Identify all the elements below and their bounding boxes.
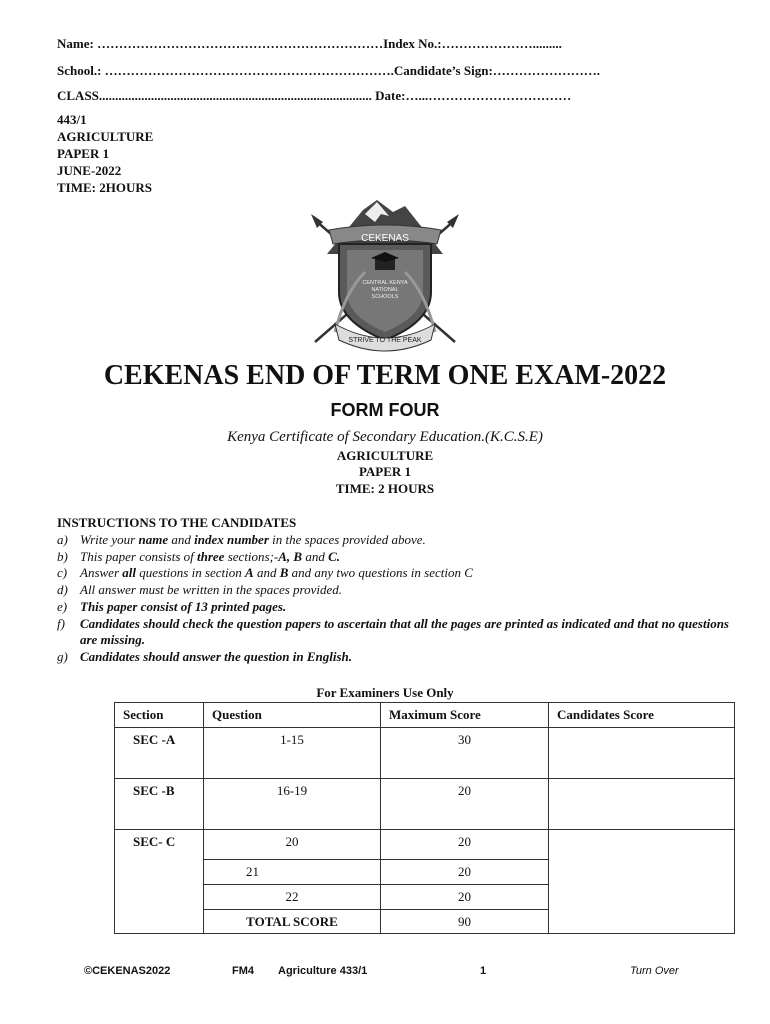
instruction-e: e) This paper consist of 13 printed pages. [57,598,287,614]
kcse-subtitle: Kenya Certificate of Secondary Education.(K.C.S.E) [227,429,543,445]
instruction-c: c) Answer all questions in section A and B and any two questions in section C [57,565,473,581]
logo-banner-text: CEKENAS [361,233,409,244]
table-row: 21 20 [115,860,735,885]
footer-subject: Agriculture 433/1 [278,965,368,977]
time-heading: TIME: 2 HOURS [335,481,435,496]
instruction-f: f) Candidates should check the question papers to ascertain that all the pages are printed as indicated and that no questions are missing. [57,615,729,648]
instruction-b: b) This paper consists of three sections;-A, B and C. [57,548,341,564]
col-header-max: Maximum Score [381,703,549,728]
footer-page-number: 1 [480,965,487,977]
name-index-line: Name: …………………………………………………………Index No.:…………………......... [57,36,562,51]
instructions-heading: INSTRUCTIONS TO THE CANDIDATES [57,515,297,530]
table-row: SEC- C 20 20 [115,830,735,860]
table-header-row [115,703,735,728]
table-row: SEC -B 16-19 20 [115,779,735,830]
footer-turn-over: Turn Over [630,965,679,977]
col-header-section: Section [115,703,204,728]
total-score-label: TOTAL SCORE [204,910,381,934]
score-cell[interactable] [549,830,735,934]
instruction-a: a) Write your name and index number in the spaces provided above. [57,532,426,547]
subject-heading: AGRICULTURE [336,448,434,463]
paper-subject: AGRICULTURE [57,129,154,144]
paper-heading: PAPER 1 [358,464,412,479]
score-cell[interactable] [549,779,735,830]
total-score-value: 90 [381,910,549,934]
table-row: 22 20 [115,885,735,910]
paper-time: TIME: 2HOURS [57,180,152,195]
score-cell[interactable] [549,728,735,779]
footer-copyright: ©CEKENAS2022 [84,965,171,977]
exam-title: CEKENAS END OF TERM ONE EXAM-2022 [103,360,667,391]
cekenas-logo [305,192,465,358]
paper-code: 443/1 [57,112,87,127]
paper-date: JUNE-2022 [57,163,122,178]
logo-inner-text-3: SCHOOLS [371,294,399,300]
instruction-g: g) Candidates should answer the question in English. [57,648,353,664]
col-header-question: Question [204,703,381,728]
logo-inner-text-1: CENTRAL KENYA [362,280,408,286]
form-level: FORM FOUR [330,400,440,420]
paper-number: PAPER 1 [57,146,110,161]
school-sign-line: School.: ………………………………………………………….Candidate’s Sign:……………………. [57,63,601,78]
examiners-caption: For Examiners Use Only [316,685,454,700]
instructions-list [57,532,737,666]
instruction-d: d) All answer must be written in the spaces provided. [57,582,343,598]
examiners-table [114,702,735,934]
col-header-candidate: Candidates Score [549,703,735,728]
class-date-line: CLASS.................................................................................... Date:…...…………………………… [57,88,572,103]
footer-form: FM4 [232,965,254,977]
logo-inner-text-2: NATIONAL [371,287,399,293]
logo-motto: STRIVE TO THE PEAK [348,337,422,344]
table-row: SEC -A 1-15 30 [115,728,735,779]
paper-meta [57,111,153,196]
